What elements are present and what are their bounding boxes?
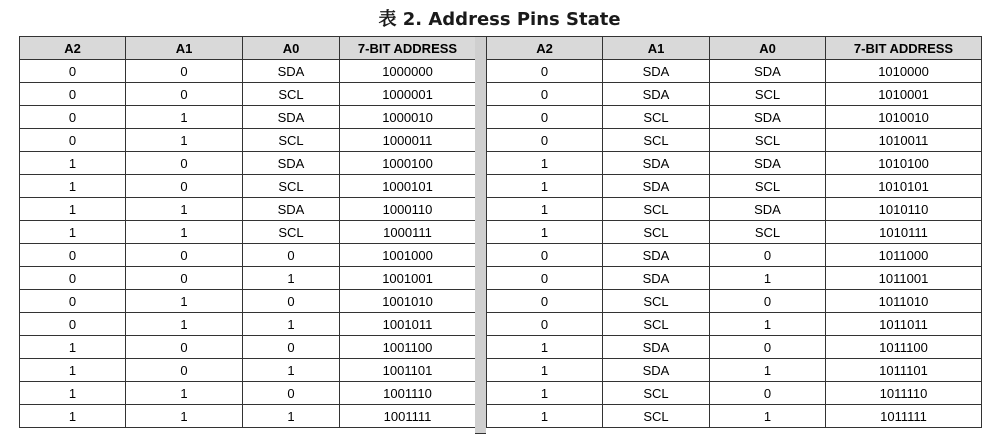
table-row: [20, 290, 476, 313]
table-cell: 0: [126, 152, 243, 175]
table-cell: 0: [20, 106, 126, 129]
table-cell: 1000110: [340, 198, 476, 221]
table-cell: SDA: [603, 244, 710, 267]
table-cell: 1: [487, 221, 603, 244]
table-row: [487, 359, 982, 382]
table-cell: 1010110: [826, 198, 982, 221]
table-cell: 1000001: [340, 83, 476, 106]
table-cell: 1: [243, 359, 340, 382]
table-cell: 1000010: [340, 106, 476, 129]
table-cell: 0: [20, 290, 126, 313]
header-address: 7-BIT ADDRESS: [826, 37, 982, 60]
table-cell: 0: [243, 290, 340, 313]
table-cell: SDA: [603, 175, 710, 198]
table-cell: 1011000: [826, 244, 982, 267]
table-cell: SDA: [243, 198, 340, 221]
table-row: [487, 175, 982, 198]
table-cell: 1011100: [826, 336, 982, 359]
table-cell: 1: [20, 175, 126, 198]
table-cell: 1010111: [826, 221, 982, 244]
table-cell: 1010010: [826, 106, 982, 129]
table-cell: 1: [243, 405, 340, 428]
table-cell: SDA: [603, 359, 710, 382]
table-cell: 0: [20, 83, 126, 106]
table-cell: SCL: [710, 129, 826, 152]
table-cell: SDA: [603, 152, 710, 175]
table-cell: 0: [710, 382, 826, 405]
table-cell: 0: [710, 290, 826, 313]
table-cell: SDA: [710, 106, 826, 129]
table-cell: 0: [126, 336, 243, 359]
table-cell: 1000011: [340, 129, 476, 152]
header-a1: A1: [603, 37, 710, 60]
table-cell: 1000100: [340, 152, 476, 175]
table-cell: SDA: [603, 83, 710, 106]
table-cell: 1011110: [826, 382, 982, 405]
table-cell: SCL: [603, 313, 710, 336]
table-cell: 1: [710, 267, 826, 290]
table-row: [487, 336, 982, 359]
table-cell: 1: [126, 198, 243, 221]
table-cell: 0: [20, 244, 126, 267]
header-a1: A1: [126, 37, 243, 60]
table-cell: SDA: [243, 60, 340, 83]
table-cell: 1: [20, 359, 126, 382]
table-cell: 1: [126, 221, 243, 244]
table-cell: SDA: [710, 152, 826, 175]
table-cell: 0: [487, 60, 603, 83]
table-cell: 0: [243, 244, 340, 267]
table-cell: 1: [487, 359, 603, 382]
table-cell: SDA: [603, 336, 710, 359]
table-row: [487, 405, 982, 428]
table-cell: 0: [126, 60, 243, 83]
table-caption: 表 2. Address Pins State: [378, 9, 621, 30]
table-cell: 1: [20, 336, 126, 359]
table-cell: SCL: [603, 221, 710, 244]
table-row: [20, 152, 476, 175]
header-address: 7-BIT ADDRESS: [340, 37, 476, 60]
table-divider: [475, 36, 486, 434]
table-row: [20, 382, 476, 405]
table-row: [20, 221, 476, 244]
table-row: [20, 336, 476, 359]
table-cell: 1: [126, 382, 243, 405]
table-cell: 1: [487, 336, 603, 359]
table-cell: 1: [20, 405, 126, 428]
table-row: [20, 198, 476, 221]
table-cell: 1010101: [826, 175, 982, 198]
table-cell: 1010001: [826, 83, 982, 106]
table-cell: 1: [487, 382, 603, 405]
table-row: [20, 405, 476, 428]
table-cell: SCL: [603, 106, 710, 129]
table-cell: SDA: [710, 60, 826, 83]
table-cell: 1000000: [340, 60, 476, 83]
table-cell: 1001000: [340, 244, 476, 267]
header-a2: A2: [20, 37, 126, 60]
table-cell: 1010011: [826, 129, 982, 152]
table-cell: 1001001: [340, 267, 476, 290]
table-cell: SCL: [243, 221, 340, 244]
table-row: [487, 267, 982, 290]
table-cell: 0: [710, 336, 826, 359]
table-cell: 1000111: [340, 221, 476, 244]
table-row: [487, 83, 982, 106]
table-cell: SCL: [243, 175, 340, 198]
table-cell: 1001110: [340, 382, 476, 405]
table-row: [20, 60, 476, 83]
table-cell: 1: [126, 106, 243, 129]
table-cell: 0: [20, 313, 126, 336]
header-a0: A0: [243, 37, 340, 60]
table-cell: 1: [487, 405, 603, 428]
table-row: [20, 106, 476, 129]
table-row: [487, 129, 982, 152]
table-cell: SDA: [243, 106, 340, 129]
table-cell: 0: [20, 60, 126, 83]
header-row: [487, 37, 982, 60]
table-row: [20, 129, 476, 152]
table-cell: 1001101: [340, 359, 476, 382]
table-cell: 0: [487, 313, 603, 336]
header-a0: A0: [710, 37, 826, 60]
table-cell: SDA: [603, 267, 710, 290]
table-cell: 1: [487, 198, 603, 221]
table-cell: 1011101: [826, 359, 982, 382]
table-body-right: [487, 60, 982, 428]
table-cell: 1: [710, 359, 826, 382]
table-cell: 1: [126, 313, 243, 336]
table-cell: 1010000: [826, 60, 982, 83]
table-row: [20, 313, 476, 336]
table-cell: 1011011: [826, 313, 982, 336]
table-cell: 0: [20, 267, 126, 290]
table-row: [487, 60, 982, 83]
table-cell: 1001111: [340, 405, 476, 428]
table-cell: 1001010: [340, 290, 476, 313]
table-cell: 1: [243, 267, 340, 290]
table-row: [487, 382, 982, 405]
table-row: [487, 313, 982, 336]
table-cell: 0: [710, 244, 826, 267]
table-cell: 1: [20, 198, 126, 221]
table-row: [487, 106, 982, 129]
table-row: [20, 359, 476, 382]
table-cell: 1001011: [340, 313, 476, 336]
header-a2: A2: [487, 37, 603, 60]
table-cell: SDA: [243, 152, 340, 175]
table-cell: 1001100: [340, 336, 476, 359]
table-cell: 0: [20, 129, 126, 152]
table-cell: 0: [243, 382, 340, 405]
table-cell: 1: [487, 152, 603, 175]
table-row: [487, 198, 982, 221]
table-cell: SCL: [710, 83, 826, 106]
header-row: [20, 37, 476, 60]
table-row: [20, 267, 476, 290]
table-cell: 1: [20, 221, 126, 244]
table-cell: SCL: [603, 290, 710, 313]
table-row: [487, 221, 982, 244]
table-cell: 1011111: [826, 405, 982, 428]
table-cell: SCL: [710, 221, 826, 244]
table-cell: 0: [487, 129, 603, 152]
table-cell: 0: [487, 244, 603, 267]
table-cell: SCL: [603, 129, 710, 152]
table-cell: SCL: [603, 198, 710, 221]
table-cell: 0: [126, 244, 243, 267]
table-cell: SDA: [603, 60, 710, 83]
table-cell: SCL: [603, 405, 710, 428]
table-cell: SCL: [243, 129, 340, 152]
table-cell: 0: [487, 83, 603, 106]
table-cell: 0: [126, 83, 243, 106]
table-cell: 1: [710, 313, 826, 336]
table-cell: 0: [243, 336, 340, 359]
table-cell: 1: [20, 382, 126, 405]
address-table-left: [19, 36, 476, 428]
table-cell: SCL: [243, 83, 340, 106]
table-row: [487, 244, 982, 267]
table-cell: 1010100: [826, 152, 982, 175]
address-table-right: [486, 36, 982, 428]
table-cell: SDA: [710, 198, 826, 221]
table-cell: 0: [487, 267, 603, 290]
table-cell: 0: [126, 359, 243, 382]
table-row: [20, 83, 476, 106]
table-cell: 1: [126, 405, 243, 428]
table-cell: 1: [20, 152, 126, 175]
table-cell: 0: [487, 290, 603, 313]
table-cell: SCL: [710, 175, 826, 198]
table-body-left: [20, 60, 476, 428]
table-row: [487, 152, 982, 175]
table-cell: 0: [487, 106, 603, 129]
table-cell: 0: [126, 175, 243, 198]
table-cell: 1: [243, 313, 340, 336]
table-cell: SCL: [603, 382, 710, 405]
table-row: [20, 175, 476, 198]
table-cell: 1: [710, 405, 826, 428]
table-row: [20, 244, 476, 267]
table-cell: 0: [126, 267, 243, 290]
table-row: [487, 290, 982, 313]
table-cell: 1: [126, 290, 243, 313]
table-cell: 1011010: [826, 290, 982, 313]
table-cell: 1: [126, 129, 243, 152]
table-cell: 1: [487, 175, 603, 198]
table-cell: 1011001: [826, 267, 982, 290]
table-cell: 1000101: [340, 175, 476, 198]
